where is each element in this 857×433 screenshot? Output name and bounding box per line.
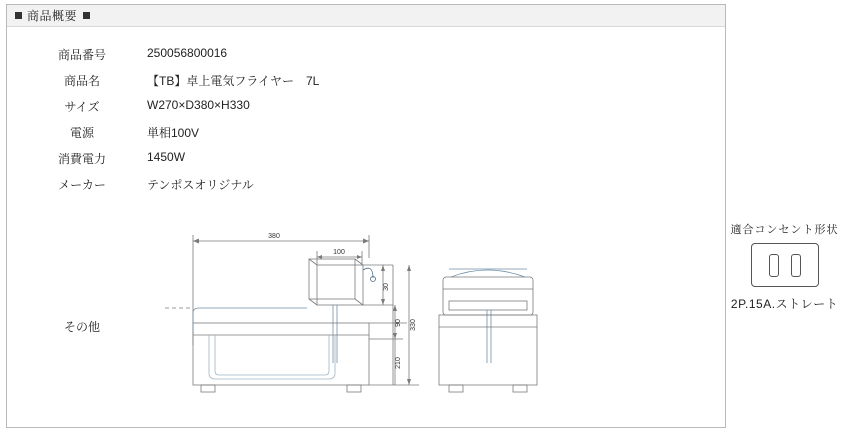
table-row	[17, 120, 577, 146]
technical-drawing-svg	[157, 213, 717, 423]
panel-header	[7, 5, 725, 27]
spec-value-power-consumption: 1450W	[147, 150, 186, 164]
spec-label-power-consumption: 消費電力	[57, 152, 106, 166]
plug-outlet-icon	[751, 243, 819, 287]
square-bullet-icon	[15, 12, 22, 19]
spec-label-product-number: 商品番号	[57, 48, 106, 62]
table-row	[17, 94, 577, 120]
dim-top-part-width: 100	[333, 249, 345, 256]
page-title: 商品概要	[27, 9, 78, 23]
table-row	[17, 146, 577, 172]
table-row	[17, 172, 577, 198]
product-drawing	[157, 213, 839, 423]
panel-content	[7, 28, 839, 427]
spec-value-size: W270×D380×H330	[147, 98, 250, 112]
spec-value-power-source: 単相100V	[147, 126, 200, 140]
table-row	[17, 42, 577, 68]
plug-shape-block	[712, 221, 857, 312]
dim-mid-height: 90	[395, 319, 402, 327]
spec-label-power-source: 電源	[69, 126, 94, 140]
plug-pin-right-icon	[791, 254, 801, 277]
dim-overall-width: 380	[268, 233, 280, 240]
spec-label-size: サイズ	[64, 100, 100, 114]
spec-label-other: その他	[63, 320, 100, 334]
plug-caption: 2P.15A.ストレート	[730, 297, 839, 311]
product-overview-panel	[6, 4, 839, 428]
plug-pin-left-icon	[769, 254, 779, 277]
spec-label-product-name: 商品名	[63, 74, 100, 88]
spec-value-product-name: 【TB】卓上電気フライヤー 7L	[147, 74, 320, 88]
dim-total-height: 330	[410, 319, 417, 331]
dim-lower-height: 210	[395, 357, 402, 369]
plug-title: 適合コンセント形状	[730, 224, 839, 236]
dim-upper-height: 30	[383, 283, 390, 291]
spec-label-maker: メーカー	[58, 178, 106, 192]
spec-value-maker: テンポスオリジナル	[147, 178, 254, 192]
spec-table	[17, 42, 577, 198]
spec-value-product-number: 250056800016	[147, 46, 228, 60]
table-row	[17, 68, 577, 94]
square-bullet-icon-trailing	[83, 12, 90, 19]
